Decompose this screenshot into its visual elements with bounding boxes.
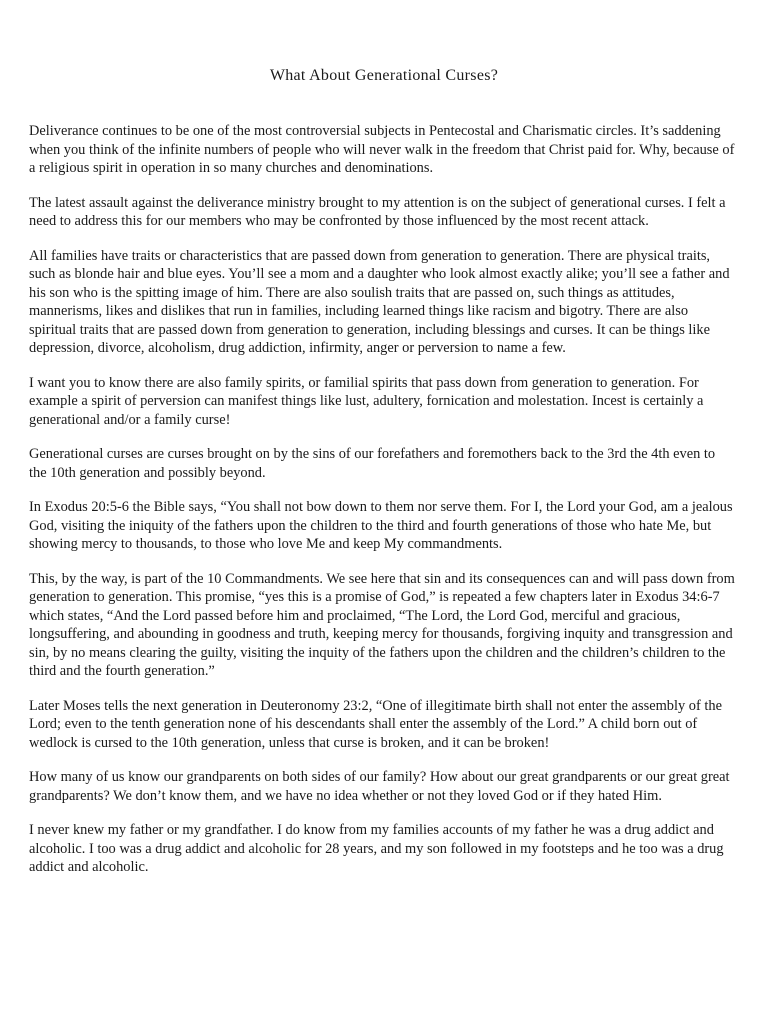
paragraph: Generational curses are curses brought on by the sins of our forefathers and foremothers back to the 3rd the 4th even to the 10th generation and possibly beyond. — [29, 446, 716, 481]
paragraph: I never knew my father or my grandfather. I do know from my families accounts of my father he was a drug addict and alcoholic. I too was a drug addict and alcoholic for 28 years, and my son followed in my footsteps and he too was a drug addict and alcoholic. — [29, 822, 724, 875]
paragraph: The latest assault against the deliverance ministry brought to my attention is on the subject of generational curses. I felt a need to address this for our members who may be confronted by those influenced by the most recent attack. — [29, 194, 726, 229]
paragraph: How many of us know our grandparents on both sides of our family? How about our great grandparents or our great great grandparents? We don’t know them, and we have no idea whether or not they loved God or if they hated Him. — [29, 769, 730, 804]
page-title: What About Generational Curses? — [269, 67, 499, 84]
paragraph: This, by the way, is part of the 10 Commandments. We see here that sin and its consequences can and will pass down from generation to generation. This promise, “yes this is a promise of God,” is repeated a few chapters later in Exodus 34:6-7 which states, “And the Lord passed before him and proclaimed, “The Lord, the Lord God, merciful and gracious, longsuffering, and abounding in goodness and truth, keeping mercy for thousands, forgiving inquity and transgression and sin, by no means clearing the guilty, visiting the inquity of the fathers upon the children and the children’s children to the third and the fourth generation.” — [29, 570, 735, 679]
paragraph: I want you to know there are also family spirits, or familial spirits that pass down from generation to generation. For example a spirit of perversion can manifest things like lust, adultery, fornication and molestation. Incest is certainly a generational and/or a family curse! — [29, 374, 704, 428]
paragraph: In Exodus 20:5-6 the Bible says, “You shall not bow down to them nor serve them. For I, the Lord your God, am a jealous God, visiting the iniquity of the fathers upon the children to the third and fourth generations of those who hate Me, but showing mercy to thousands, to those who love Me and keep My commandments. — [29, 499, 733, 552]
document-body — [29, 122, 735, 893]
paragraph: All families have traits or characteristics that are passed down from generation to generation. There are physical traits, such as blonde hair and blue eyes. You’ll see a mom and a daughter who look almost exactly alike; you’ll see a father and his son who is the spitting image of him. There are also soulish traits that are passed on, such things as attitudes, mannerisms, likes and dislikes that run in families, including learned things like racism and bigotry. There are also spiritual traits that are passed down from generation to generation, including blessings and curses. It can be things like depression, divorce, alcoholism, drug addiction, infirmity, anger or perversion to name a few. — [29, 247, 730, 356]
paragraph: Deliverance continues to be one of the most controversial subjects in Pentecostal and Charismatic circles. It’s saddening when you think of the infinite numbers of people who will never walk in the freedom that Christ paid for. Why, because of a religious spirit in operation in so many churches and denominations. — [29, 123, 735, 176]
paragraph: Later Moses tells the next generation in Deuteronomy 23:2, “One of illegitimate birth shall not enter the assembly of the Lord; even to the tenth generation none of his descendants shall enter the assembly of the Lord.” A child born out of wedlock is cursed to the 10th generation, unless that curse is broken, and it can be broken! — [29, 697, 722, 751]
